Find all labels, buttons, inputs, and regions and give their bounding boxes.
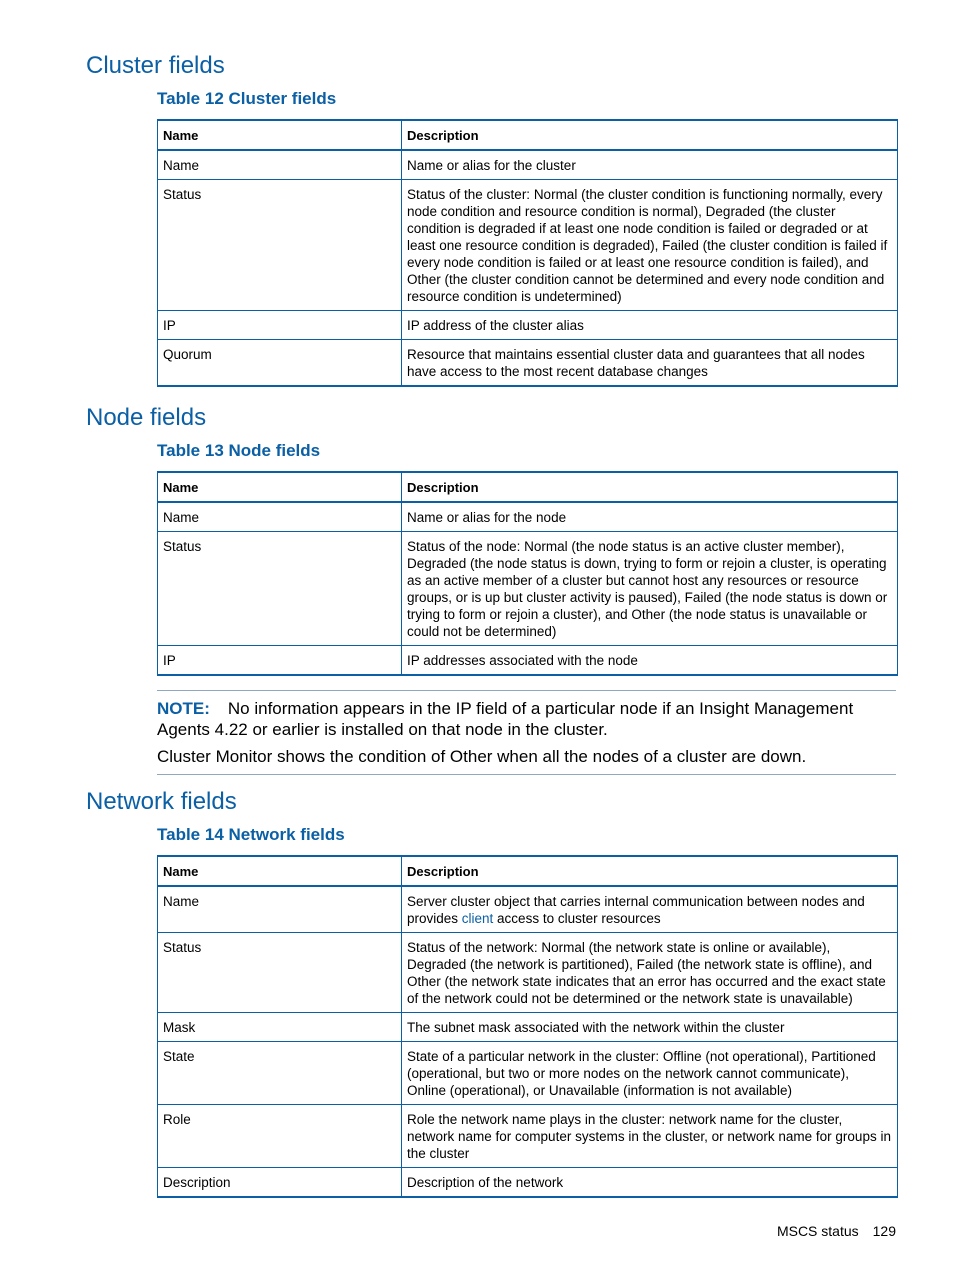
table-header-row [158,856,898,886]
table-row [158,1013,898,1042]
cell-description: Status of the cluster: Normal (the cluster condition is functioning normally, every node condition and resource condition is normal), Degraded (the cluster condition is degraded if at least one node condition is failed or degraded or at least one resource condition is degraded), Failed (the cluster condition is failed if every node condition is failed or at least one resource condition is failed), and Other (the cluster condition cannot be determined and every node condition and resource condition is undetermined) [402,180,898,311]
table-row [158,180,898,311]
column-header-description: Description [402,472,898,502]
description-text: access to cluster resources [493,911,661,926]
table-row [158,1105,898,1168]
cell-description: Role the network name plays in the cluster: network name for the cluster, network name for computer systems in the cluster, or network name for groups in the cluster [402,1105,898,1168]
table-caption-node: Table 13 Node fields [157,441,321,460]
column-header-name: Name [158,856,402,886]
cell-description [402,886,898,933]
cell-name: Role [158,1105,402,1168]
column-header-description: Description [402,856,898,886]
cell-description: Name or alias for the cluster [402,150,898,180]
footer-section-title: MSCS status [776,1223,859,1239]
note-label: NOTE: [157,699,210,718]
table-row [158,502,898,532]
cell-name: Status [158,933,402,1013]
table-caption-cluster: Table 12 Cluster fields [157,89,337,108]
table-row [158,933,898,1013]
table-caption-network: Table 14 Network fields [157,825,345,844]
note-text: No information appears in the IP field of a particular node if an Insight Management Agents 4.22 or earlier is installed on that node in the cluster. [157,699,854,739]
table-row [158,150,898,180]
table-header-row [158,472,898,502]
cell-name: Name [158,502,402,532]
table-row [158,1168,898,1198]
section-heading-network-fields: Network fields [86,788,237,815]
cell-name: Name [158,150,402,180]
note-box [157,690,896,775]
cell-name: IP [158,646,402,676]
cell-name: Name [158,886,402,933]
node-fields-table [157,471,898,676]
cell-description: Resource that maintains essential cluster data and guarantees that all nodes have access to the most recent database changes [402,340,898,387]
cell-description: IP address of the cluster alias [402,311,898,340]
note-paragraph-2: Cluster Monitor shows the condition of Other when all the nodes of a cluster are down. [157,747,807,766]
cell-name: Mask [158,1013,402,1042]
column-header-name: Name [158,120,402,150]
client-link[interactable]: client [461,911,494,926]
section-heading-cluster-fields: Cluster fields [86,52,225,79]
table-row [158,311,898,340]
cell-name: Description [158,1168,402,1198]
table-row [158,532,898,646]
cell-name: IP [158,311,402,340]
section-heading-node-fields: Node fields [86,404,207,431]
table-row [158,646,898,676]
table-header-row [158,120,898,150]
description-text: Server cluster object that carries internal communication between nodes and provides [407,894,865,926]
cell-description: Description of the network [402,1168,898,1198]
table-row [158,886,898,933]
page-footer [777,1223,896,1239]
table-row [158,340,898,387]
column-header-name: Name [158,472,402,502]
cell-name: Status [158,180,402,311]
cell-name: Quorum [158,340,402,387]
cell-description: IP addresses associated with the node [402,646,898,676]
cell-description: Name or alias for the node [402,502,898,532]
network-fields-table [157,855,898,1198]
cell-name: State [158,1042,402,1105]
cell-name: Status [158,532,402,646]
cell-description: Status of the node: Normal (the node status is an active cluster member), Degraded (the node status is down, trying to form or rejoin a cluster, is operating as an active member of a cluster but cannot host any resources or resource groups, or is up but cluster activity is paused), Failed (the node status is down or trying to form or rejoin a cluster), and Other (the node status is unavailable or could not be determined) [402,532,898,646]
note-paragraph [157,698,896,740]
cluster-fields-table [157,119,898,387]
cell-description: The subnet mask associated with the network within the cluster [402,1013,898,1042]
column-header-description: Description [402,120,898,150]
table-row [158,1042,898,1105]
cell-description: Status of the network: Normal (the network state is online or available), Degraded (the network is partitioned), Failed (the network state is offline), and Other (the network state indicates that an error has occurred and the exact state of the network could not be determined or the network state is unavailable) [402,933,898,1013]
page-number: 129 [872,1223,896,1239]
cell-description: State of a particular network in the cluster: Offline (not operational), Partitioned (operational, but two or more nodes on the network cannot communicate), Online (operational), or Unavailable (information is not available) [402,1042,898,1105]
